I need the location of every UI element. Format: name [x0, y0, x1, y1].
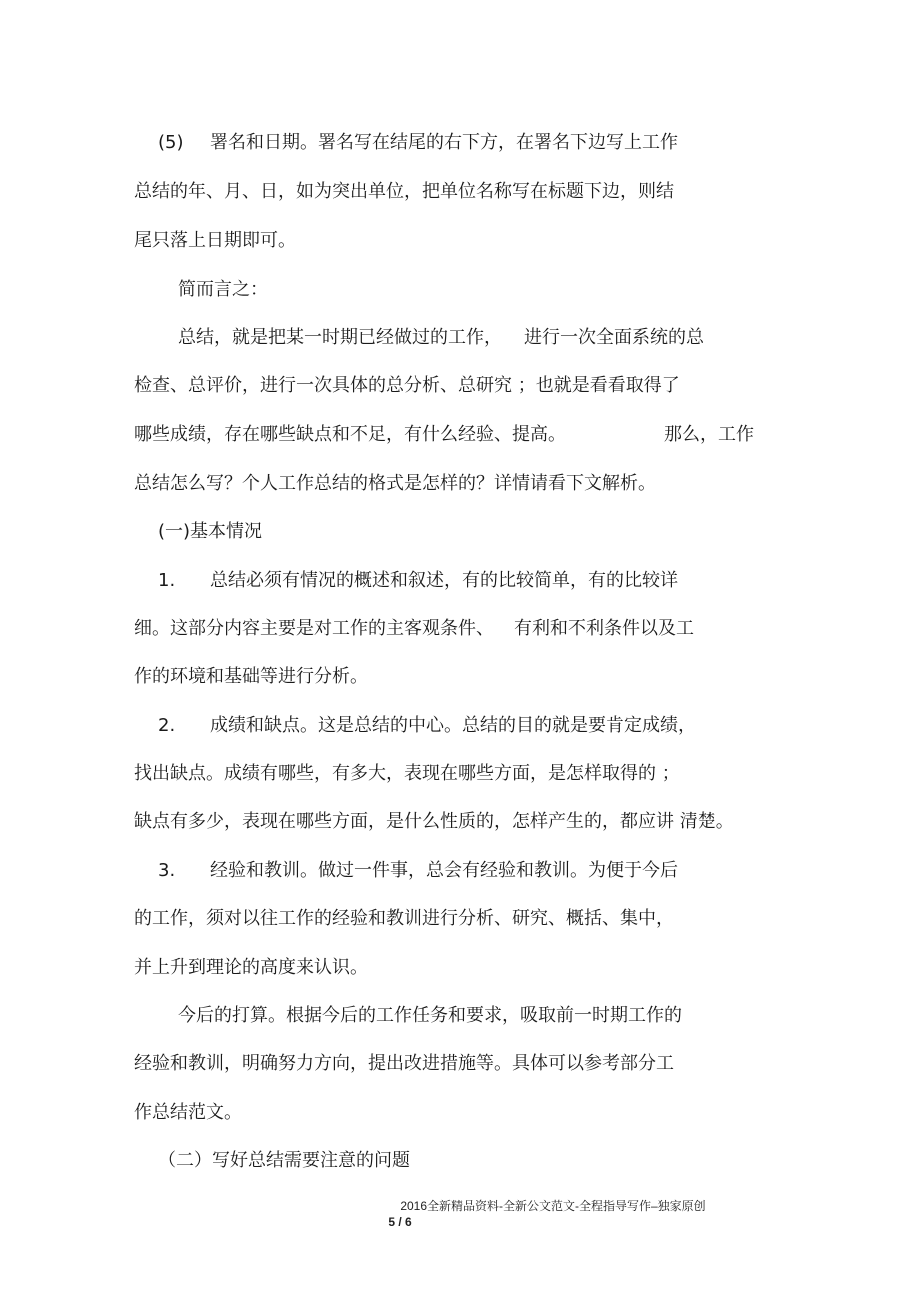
p5-line-3: 尾只落上日期即可。 [134, 230, 296, 251]
item1-line-2a: 细。这部分内容主要是对工作的主客观条件、 [134, 618, 494, 639]
section2-title: （二）写好总结需要注意的问题 [158, 1150, 410, 1171]
summary-line-4: 总结怎么写？个人工作总结的格式是怎样的？详情请看下文解析。 [134, 473, 656, 494]
item2-line-2: 找出缺点。成绩有哪些，有多大，表现在哪些方面，是怎样取得的 ； [134, 763, 680, 784]
summary-line-1b: 进行一次全面系统的总 [524, 327, 704, 348]
item2-number: 2. [158, 715, 176, 736]
item3-number: 3. [158, 860, 176, 881]
item1-number: 1. [158, 570, 176, 591]
item3-line-1 [158, 859, 678, 883]
item1-text-1: 总结必须有情况的概述和叙述，有的比较简单，有的比较详 [210, 570, 678, 591]
summary-line-2: 检查、总评价，进行一次具体的总分析、总研究 ；也就是看看取得了 [134, 375, 680, 396]
p5-number: (5) [158, 132, 184, 153]
section1-title: (一)基本情况 [158, 521, 263, 542]
plan-line-2: 经验和教训，明确努力方向，提出改进措施等。具体可以参考部分工 [134, 1053, 674, 1074]
item2-line-3: 缺点有多少，表现在哪些方面，是什么性质的，怎样产生的，都应讲 清楚。 [134, 811, 734, 832]
footer-tagline: 2016全新精品资料-全新公文范文-全程指导写作–独家原创 [400, 1199, 706, 1213]
item3-line-3: 并上升到理论的高度来认识。 [134, 957, 368, 978]
plan-line-1: 今后的打算。根据今后的工作任务和要求，吸取前一时期工作的 [178, 1005, 682, 1026]
item2-line-1 [158, 714, 696, 738]
summary-line-3b: 那么，工作 [664, 424, 754, 445]
plan-line-3: 作总结范文。 [134, 1102, 242, 1123]
item3-text-1: 经验和教训。做过一件事，总会有经验和教训。为便于今后 [210, 860, 678, 881]
p5-line-1 [158, 131, 678, 155]
p5-line-2: 总结的年、月、日，如为突出单位，把单位名称写在标题下边，则结 [134, 181, 674, 202]
item1-line-2 [134, 617, 694, 641]
item3-line-2: 的工作，须对以往工作的经验和教训进行分析、研究、概括、集中， [134, 908, 674, 929]
item2-text-1: 成绩和缺点。这是总结的中心。总结的目的就是要肯定成绩， [210, 715, 696, 736]
summary-line-1 [178, 326, 704, 350]
summary-intro: 简而言之： [178, 279, 268, 300]
item1-line-1 [158, 569, 678, 593]
summary-line-1a: 总结，就是把某一时期已经做过的工作， [178, 327, 502, 348]
summary-line-3a: 哪些成绩，存在哪些缺点和不足，有什么经验、提高。 [134, 424, 566, 445]
p5-text-1: 署名和日期。署名写在结尾的右下方，在署名下边写上工作 [210, 132, 678, 153]
item1-line-2b: 有利和不利条件以及工 [514, 618, 694, 639]
item1-line-3: 作的环境和基础等进行分析。 [134, 666, 368, 687]
footer-page-number: 5 / 6 [388, 1215, 412, 1229]
